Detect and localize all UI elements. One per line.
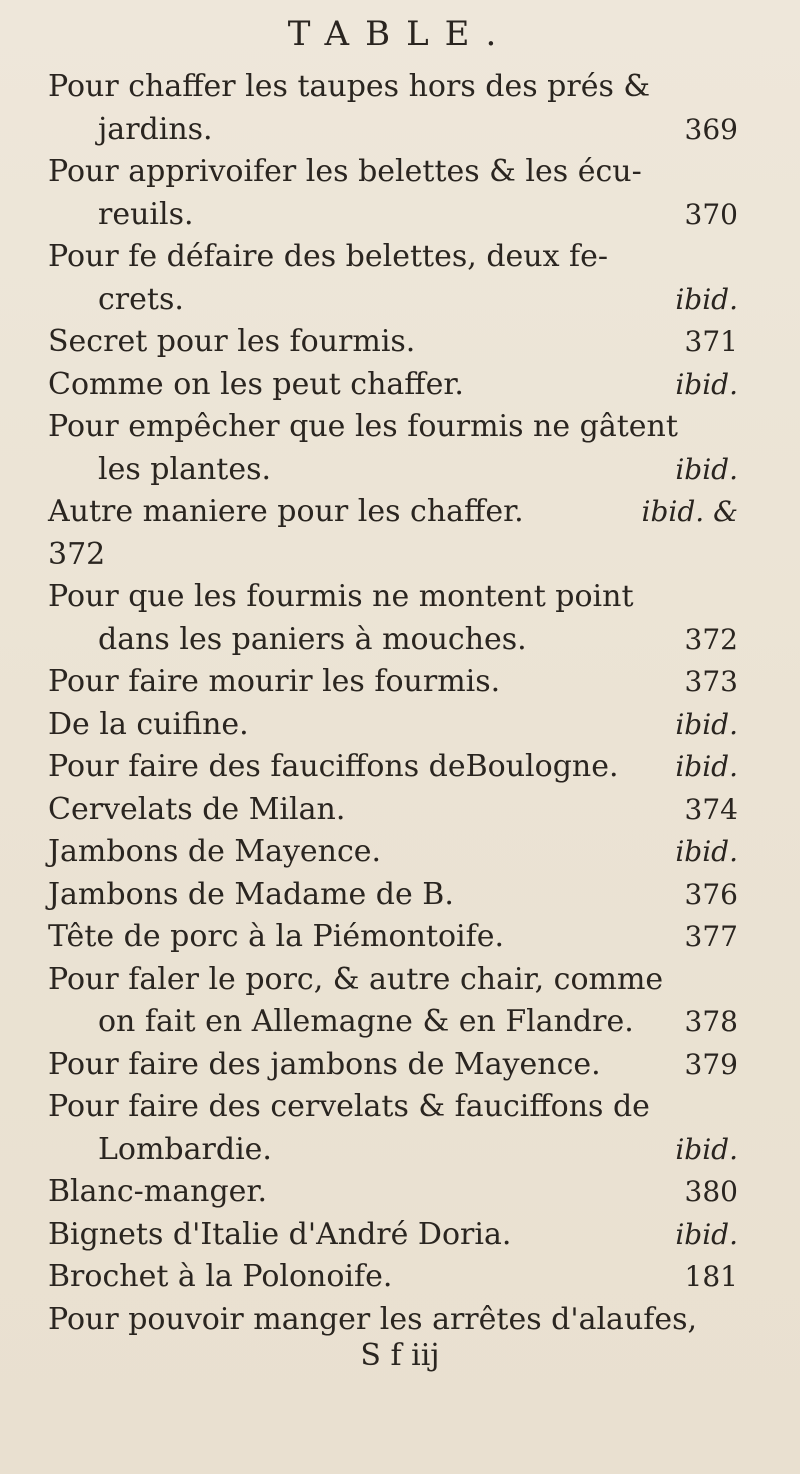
index-entry-line	[42, 406, 738, 449]
index-entry-line	[42, 1299, 738, 1342]
entry-text: dans les paniers à mouches.	[98, 621, 527, 657]
index-entry-line	[42, 959, 738, 1002]
page-reference: 374	[684, 792, 738, 826]
entry-text: Pour chaffer les taupes hors des prés &	[48, 69, 651, 104]
index-entry-line	[42, 279, 738, 322]
index-entry-line	[42, 916, 738, 959]
index-entry-line	[42, 874, 738, 917]
page-reference: 379	[684, 1047, 738, 1081]
index-entry-line	[42, 1044, 738, 1087]
page-reference: 370	[684, 197, 738, 231]
page-reference: 378	[684, 1005, 738, 1038]
entry-text: Comme on les peut chaffer.	[48, 366, 464, 402]
page-reference: ibid.	[675, 282, 738, 316]
page-reference: 369	[684, 112, 738, 146]
entry-text: on fait en Allemagne & en Flandre.	[98, 1004, 634, 1039]
index-entry-line	[42, 1256, 738, 1299]
entry-text: Pour faler le porc, & autre chair, comme	[48, 961, 664, 997]
index-entry-line	[42, 1129, 738, 1172]
page-reference: ibid.	[675, 750, 738, 783]
entry-text: Lombardie.	[98, 1131, 272, 1167]
entry-text: les plantes.	[98, 451, 272, 487]
page-header: TABLE.	[287, 14, 513, 54]
page-reference: 372	[684, 622, 738, 656]
index-entry-line	[42, 194, 738, 237]
entry-text: Cervelats de Milan.	[48, 791, 346, 827]
index-entry-line	[42, 364, 738, 407]
page-reference: 377	[684, 920, 738, 953]
index-entries	[42, 66, 738, 1341]
entry-text: Blanc-manger.	[48, 1174, 267, 1209]
index-entry-line	[42, 109, 738, 152]
index-entry-line	[42, 151, 738, 194]
entry-text: Jambons de Mayence.	[48, 834, 382, 869]
signature-mark: S f iij	[360, 1338, 440, 1373]
index-entry-line	[42, 1171, 738, 1214]
page-reference: ibid.	[675, 707, 738, 741]
entry-text: De la cuifine.	[48, 706, 249, 742]
page-reference: ibid.	[675, 1132, 738, 1166]
index-entry-line	[42, 321, 738, 364]
entry-text: Pour faire des fauciffons deBoulogne.	[48, 749, 619, 784]
page-reference: 380	[684, 1175, 738, 1208]
index-entry-line	[42, 831, 738, 874]
entry-text: Pour faire des cervelats & fauciffons de	[48, 1089, 650, 1124]
page-reference: ibid.	[675, 835, 738, 868]
index-entry-line	[42, 704, 738, 747]
index-entry-line	[42, 1001, 738, 1044]
page-reference: 181	[684, 1260, 738, 1293]
index-entry-line	[42, 449, 738, 492]
page-reference: ibid.	[675, 367, 738, 401]
page-reference: ibid.	[675, 1217, 738, 1251]
entry-text: Pour faire des jambons de Mayence.	[48, 1046, 601, 1082]
entry-text: Pour faire mourir les fourmis.	[48, 664, 501, 699]
index-entry-line	[42, 534, 738, 577]
index-entry-line	[42, 1086, 738, 1129]
page-reference: ibid. &	[641, 495, 738, 528]
index-entry-line	[42, 236, 738, 279]
entry-text: Brochet à la Polonoife.	[48, 1259, 393, 1294]
page-reference: 373	[684, 665, 738, 698]
entry-text: Pour empêcher que les fourmis ne gâtent	[48, 409, 678, 444]
index-entry-line	[42, 491, 738, 534]
index-entry-line	[42, 576, 738, 619]
entry-text: Autre maniere pour les chaffer.	[48, 494, 524, 529]
entry-text: reuils.	[98, 196, 194, 232]
index-entry-line	[42, 1214, 738, 1257]
entry-text: 372	[48, 536, 106, 572]
entry-text: crets.	[98, 281, 184, 317]
entry-text: jardins.	[98, 111, 213, 147]
index-entry-line	[42, 789, 738, 832]
index-entry-line	[42, 66, 738, 109]
entry-text: Pour que les fourmis ne montent point	[48, 579, 634, 614]
entry-text: Jambons de Madame de B.	[48, 876, 454, 912]
entry-text: Pour fe défaire des belettes, deux fe-	[48, 239, 609, 274]
index-entry-line	[42, 661, 738, 704]
page-reference: 376	[684, 877, 738, 911]
page-reference: ibid.	[675, 452, 738, 486]
index-entry-line	[42, 619, 738, 662]
index-entry-line	[42, 746, 738, 789]
entry-text: Pour apprivoifer les belettes & les écu-	[48, 154, 642, 189]
entry-text: Tête de porc à la Piémontoife.	[48, 919, 505, 954]
entry-text: Pour pouvoir manger les arrêtes d'alaufes,	[48, 1301, 698, 1337]
page-reference: 371	[684, 325, 738, 358]
entry-text: Bignets d'Italie d'André Doria.	[48, 1216, 512, 1252]
entry-text: Secret pour les fourmis.	[48, 324, 416, 359]
